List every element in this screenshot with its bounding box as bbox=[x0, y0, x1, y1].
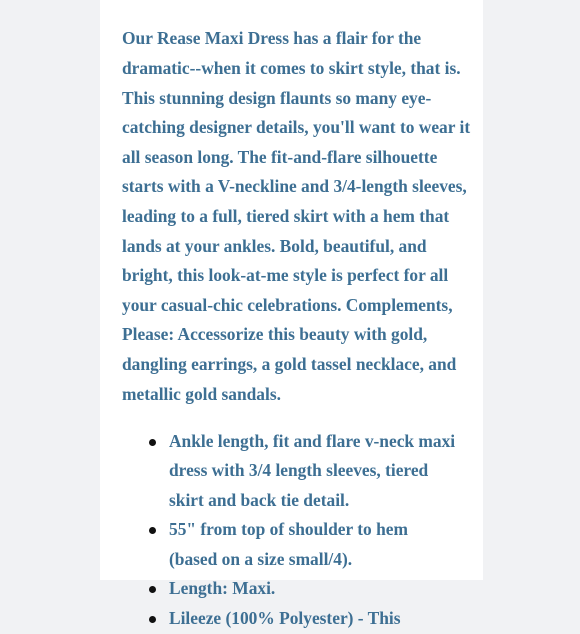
description-line: your casual-chic celebrations. Complements, bbox=[122, 294, 453, 315]
list-item-length bbox=[122, 574, 487, 604]
description-line: leading to a full, tiered skirt with a hem that bbox=[122, 205, 450, 226]
list-item-line: skirt and back tie detail. bbox=[169, 489, 350, 510]
list-item-line: (based on a size small/4). bbox=[169, 548, 353, 569]
description-line: catching designer details, you'll want to wear it bbox=[122, 117, 471, 138]
bullet-dot-icon bbox=[149, 586, 156, 593]
bullet-dot-icon bbox=[149, 527, 156, 534]
list-item-ankle-length bbox=[122, 427, 487, 516]
bullet-dot-icon bbox=[149, 439, 156, 446]
description-line: dangling earrings, a gold tassel necklace, and bbox=[122, 353, 457, 374]
description-line: lands at your ankles. Bold, beautiful, and bbox=[122, 235, 427, 256]
description-line: starts with a V-neckline and 3/4-length sleeves, bbox=[122, 176, 467, 197]
description-line: dramatic--when it comes to skirt style, that is. bbox=[122, 57, 461, 78]
description-line: This stunning design flaunts so many eye- bbox=[122, 87, 432, 108]
description-line: bright, this look-at-me style is perfect for all bbox=[122, 265, 449, 286]
description-line: Our Rease Maxi Dress has a flair for the bbox=[122, 28, 422, 49]
description-line: metallic gold sandals. bbox=[122, 383, 281, 404]
product-details-list bbox=[122, 427, 487, 634]
list-item-material bbox=[122, 604, 487, 634]
product-description-paragraph bbox=[122, 24, 487, 409]
list-item-line: Ankle length, fit and flare v-neck maxi bbox=[169, 430, 456, 451]
list-item-line: Lileeze (100% Polyester) - This bbox=[169, 608, 401, 629]
bullet-dot-icon bbox=[149, 616, 156, 623]
description-line: Please: Accessorize this beauty with gold, bbox=[122, 324, 428, 345]
description-line: all season long. The fit-and-flare silhouette bbox=[122, 146, 438, 167]
product-description-panel bbox=[100, 0, 483, 629]
list-item-line: dress with 3/4 length sleeves, tiered bbox=[169, 460, 429, 481]
list-item-line: 55" from top of shoulder to hem bbox=[169, 519, 408, 540]
list-item-line: Length: Maxi. bbox=[169, 578, 276, 599]
description-text-block bbox=[122, 7, 487, 634]
list-item-measurement bbox=[122, 515, 487, 574]
